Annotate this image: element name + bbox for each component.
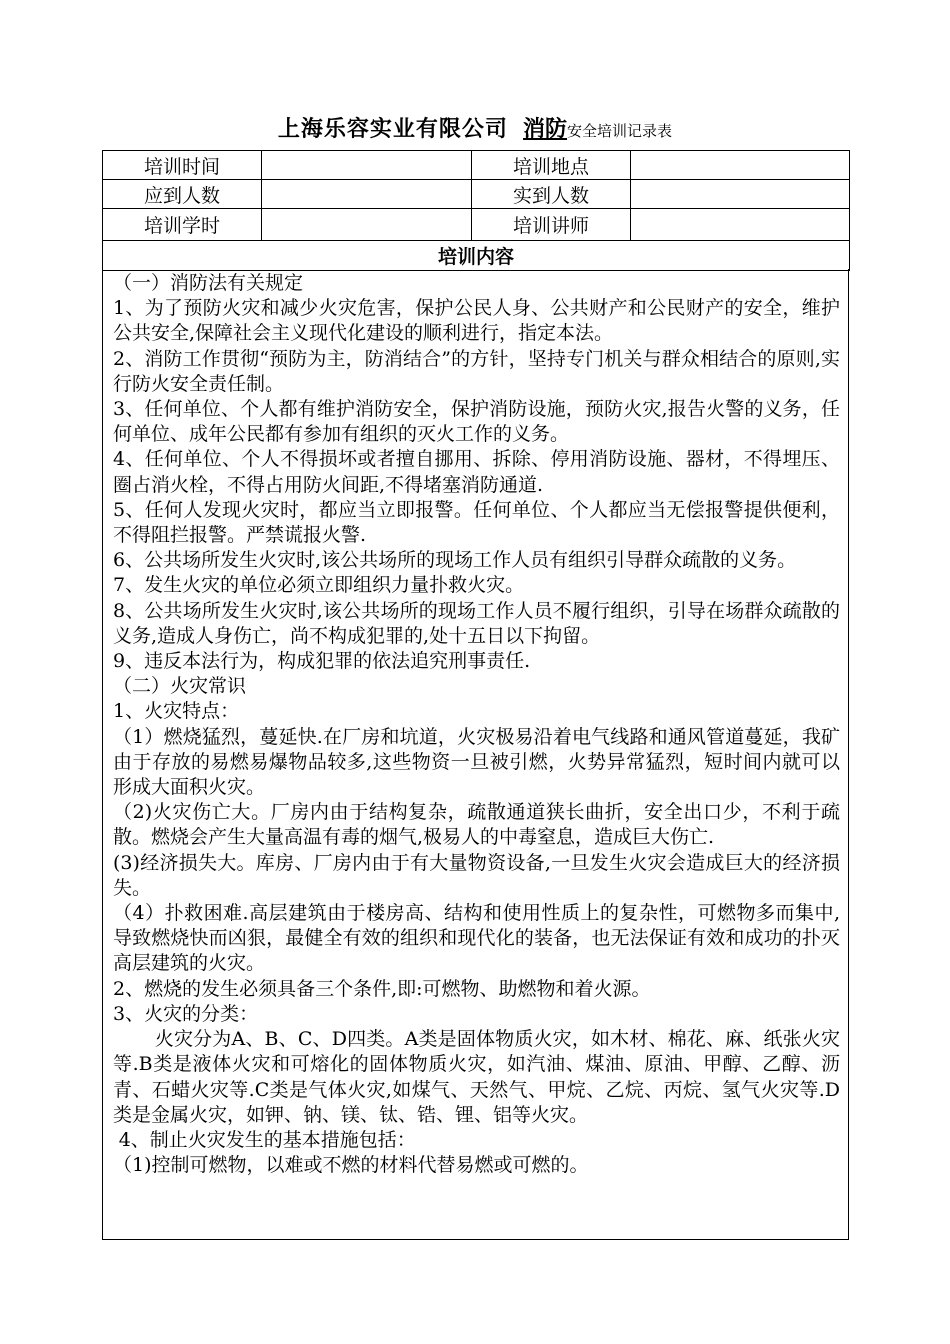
training-topic: 消防 [523, 117, 568, 142]
training-info-table [102, 150, 850, 271]
expected-count-label: 应到人数 [103, 180, 262, 209]
form-title-suffix: 安全培训记录表 [567, 122, 673, 140]
content-paragraph: 8、公共场所发生火灾时,该公共场所的现场工作人员不履行组织，引导在场群众疏散的义务,造成人身伤亡，尚不构成犯罪的,处十五日以下拘留。 [113, 599, 840, 647]
table-row [103, 209, 850, 241]
training-content [102, 269, 849, 1240]
actual-count-label: 实到人数 [472, 180, 631, 209]
training-time-label: 培训时间 [103, 151, 262, 180]
table-row [103, 241, 850, 271]
trainer-label: 培训讲师 [472, 209, 631, 241]
content-paragraph: 2、燃烧的发生必须具备三个条件,即:可燃物、助燃物和着火源。 [113, 977, 651, 1000]
content-paragraph: （1)控制可燃物，以难或不燃的材料代替易燃或可燃的。 [113, 1154, 589, 1177]
table-row [103, 151, 850, 180]
content-paragraph: （一）消防法有关规定 [113, 272, 304, 294]
content-paragraph: 4、制止火灾发生的基本措施包括： [118, 1128, 416, 1151]
table-row [103, 180, 850, 209]
training-hours-field[interactable] [262, 209, 472, 241]
content-paragraph: （1）燃烧猛烈，蔓延快.在厂房和坑道，火灾极易沿着电气线路和通风管道蔓延，我矿由于存放的易燃易爆物品较多,这些物资一旦被引燃，火势异常猛烈，短时间内就可以形成大面积火灾。 [113, 725, 840, 799]
content-paragraph: 5、任何人发现火灾时，都应当立即报警。任何单位、个人都应当无偿报警提供便利，不得阻拦报警。严禁谎报火警. [113, 498, 840, 547]
content-paragraph: 1、火灾特点： [113, 700, 240, 723]
content-paragraph: （4）扑救困难.高层建筑由于楼房高、结构和使用性质上的复杂性，可燃物多而集中,导致燃烧快而凶狠，最健全有效的组织和现代化的装备，也无法保证有效和成功的扑灭高层建筑的火灾。 [113, 902, 840, 975]
content-paragraph: 火灾分为A、B、C、D四类。A类是固体物质火灾，如木材、棉花、麻、纸张火灾等.B类是液体火灾和可熔化的固体物质火灾，如汽油、煤油、原油、甲醇、乙醇、沥青、石蜡火灾等.C类是气体火灾,如煤气、天然气、甲烷、乙烷、丙烷、氢气火灾等.D类是金属火灾，如钾、钠、镁、钛、锆、锂、铝等火灾。 [113, 1028, 840, 1126]
content-paragraph: (3)经济损失大。库房、厂房内由于有大量物资设备,一旦发生火灾会造成巨大的经济损失。 [113, 851, 840, 899]
content-paragraph: 2、消防工作贯彻“预防为主，防消结合”的方针，坚持专门机关与群众相结合的原则,实行防火安全责任制。 [113, 347, 840, 395]
training-hours-label: 培训学时 [103, 209, 262, 241]
actual-count-field[interactable] [631, 180, 850, 209]
content-paragraph: （2)火灾伤亡大。厂房内由于结构复杂，疏散通道狭长曲折，安全出口少，不利于疏散。燃烧会产生大量高温有毒的烟气,极易人的中毒窒息，造成巨大伤亡. [113, 801, 840, 849]
training-location-label: 培训地点 [472, 151, 631, 180]
training-location-field[interactable] [631, 151, 850, 180]
content-paragraph: 6、公共场所发生火灾时,该公共场所的现场工作人员有组织引导群众疏散的义务。 [113, 549, 797, 572]
document-title [0, 112, 950, 143]
trainer-field[interactable] [631, 209, 850, 241]
content-paragraph: 4、任何单位、个人不得损坏或者擅自挪用、拆除、停用消防设施、器材，不得埋压、圈占消火栓，不得占用防火间距,不得堵塞消防通道. [113, 448, 840, 496]
expected-count-field[interactable] [262, 180, 472, 209]
content-heading: 培训内容 [103, 241, 850, 271]
content-paragraph: （二）火灾常识 [113, 675, 247, 698]
content-paragraph: 3、火灾的分类： [113, 1002, 259, 1025]
content-paragraph: 3、任何单位、个人都有维护消防安全，保护消防设施，预防火灾,报告火警的义务，任何单位、成年公民都有参加有组织的灭火工作的义务。 [113, 398, 840, 446]
content-paragraph: 9、违反本法行为，构成犯罪的依法追究刑事责任. [113, 650, 531, 673]
content-paragraph: 1、为了预防火灾和减少火灾危害，保护公民人身、公共财产和公民财产的安全，维护公共安全,保障社会主义现代化建设的顺利进行，指定本法。 [113, 297, 840, 345]
training-time-field[interactable] [262, 151, 472, 180]
company-name: 上海乐容实业有限公司 [277, 117, 508, 142]
content-paragraph: 7、发生火灾的单位必须立即组织力量扑救火灾。 [113, 574, 525, 597]
